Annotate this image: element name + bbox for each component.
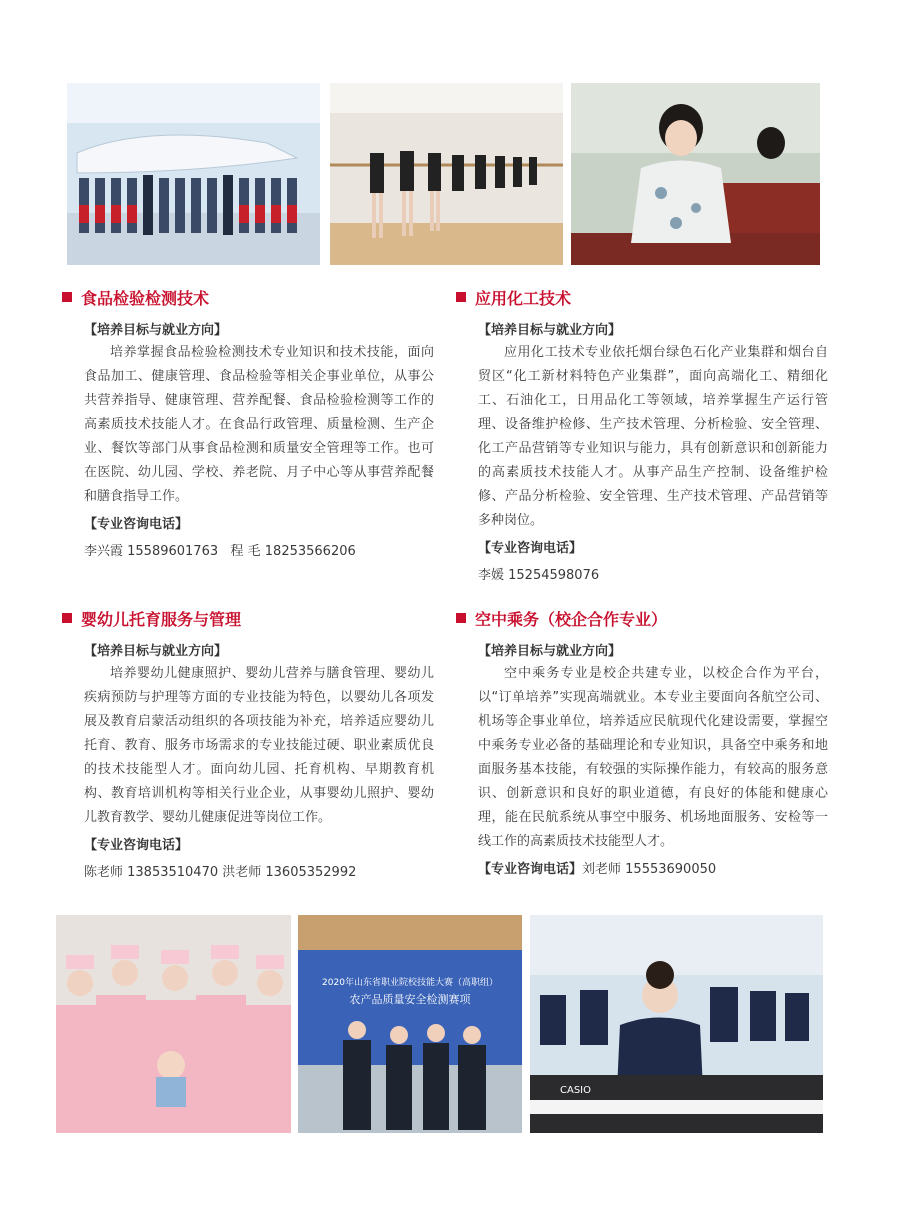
section-paragraph: 应用化工技术专业依托烟台绿色石化产业集群和烟台自贸区“化工新材料特色产业集群”，面向高端化工、精细化工、石油化工，日用品化工等领域，培养掌握生产运行管理、设备维护检修、生产技术管理、分析检验、安全管理、化工产品营销等专业知识与能力，具有创新意识和创新能力的高素质技术技能人才。从事产品生产控制、设备维护检修、产品分析检验、安全管理、生产技术管理、产品营销等多种岗位。 bbox=[478, 345, 828, 528]
contact-info: 李兴霞 15589601763 程 毛 18253566206 bbox=[84, 544, 356, 559]
photo-tea-ceremony bbox=[571, 83, 820, 265]
phone-label: 【专业咨询电话】 bbox=[84, 838, 189, 853]
contact-info bbox=[478, 858, 828, 877]
section-subtitle: 【培养目标与就业方向】 bbox=[478, 323, 622, 338]
contact-info: 陈老师 13853510470 洪老师 13605352992 bbox=[84, 865, 357, 880]
section-food-inspection bbox=[62, 286, 434, 559]
section-title: 空中乘务（校企合作专业） bbox=[456, 607, 828, 629]
section-infant-care bbox=[62, 607, 434, 880]
red-square-icon bbox=[456, 292, 466, 302]
contact-phone: 刘老师 15553690050 bbox=[582, 862, 717, 877]
section-paragraph: 培养婴幼儿健康照护、婴幼儿营养与膳食管理、婴幼儿疾病预防与护理等方面的专业技能为特色，以婴幼儿各项发展及教育启蒙活动组织的各项技能为补充，培养适应婴幼儿托育、教育、服务市场需求的专业技能过硬、职业素质优良的技术技能型人才。面向幼儿园、托育机构、早期教育机构、教育培训机构等相关行业企业，从事婴幼儿照护、婴幼儿教育教学、婴幼儿健康促进等岗位工作。 bbox=[84, 666, 434, 825]
section-applied-chemistry bbox=[456, 286, 828, 583]
phone-label: 【专业咨询电话】 bbox=[478, 862, 583, 877]
photo-ballet-class bbox=[330, 83, 563, 265]
section-subtitle: 【培养目标与就业方向】 bbox=[84, 644, 228, 659]
section-paragraph: 空中乘务专业是校企共建专业，以校企合作为平台，以“订单培养”实现高端就业。本专业主要面向各航空公司、机场等企事业单位，培养适应民航现代化建设需要，掌握空中乘务专业必备的基础理论和专业知识，具备空中乘务和地面服务基本技能，有较强的实际操作能力，有较高的服务意识、创新意识和良好的职业道德，有良好的体能和健康心理，能在民航系统从事空中服务、机场地面服务、安检等一线工作的高素质技术技能型人才。 bbox=[478, 666, 828, 849]
photo-skills-competition bbox=[298, 915, 522, 1133]
phone-label: 【专业咨询电话】 bbox=[84, 517, 189, 532]
section-subtitle: 【培养目标与就业方向】 bbox=[84, 323, 228, 338]
phone-label: 【专业咨询电话】 bbox=[478, 541, 583, 556]
photo-nursing-students bbox=[56, 915, 291, 1133]
section-flight-attendant bbox=[456, 607, 828, 877]
section-paragraph: 培养掌握食品检验检测技术专业知识和技术技能，面向食品加工、健康管理、食品检验等相关企事业单位，从事公共营养指导、健康管理、营养配餐、食品检验检测等工作的高素质技术技能人才。在食品行政管理、质量检测、生产企业、餐饮等部门从事食品检测和质量安全管理等工作。也可在医院、幼儿园、学校、养老院、月子中心等从事营养配餐和膳食指导工作。 bbox=[84, 345, 434, 504]
section-subtitle: 【培养目标与就业方向】 bbox=[478, 644, 622, 659]
red-square-icon bbox=[456, 613, 466, 623]
section-title: 应用化工技术 bbox=[456, 286, 828, 308]
contact-info: 李媛 15254598076 bbox=[478, 568, 600, 583]
photo-flight-attendants bbox=[67, 83, 320, 265]
section-title: 食品检验检测技术 bbox=[62, 286, 434, 308]
red-square-icon bbox=[62, 292, 72, 302]
section-title: 婴幼儿托育服务与管理 bbox=[62, 607, 434, 629]
piano-brand-text: CASIO bbox=[560, 1085, 591, 1096]
red-square-icon bbox=[62, 613, 72, 623]
banner-text-1: 2020年山东省职业院校技能大赛（高职组） bbox=[322, 978, 498, 988]
banner-text-2: 农产品质量安全检测赛项 bbox=[349, 993, 471, 1006]
photo-piano-class bbox=[530, 915, 823, 1133]
